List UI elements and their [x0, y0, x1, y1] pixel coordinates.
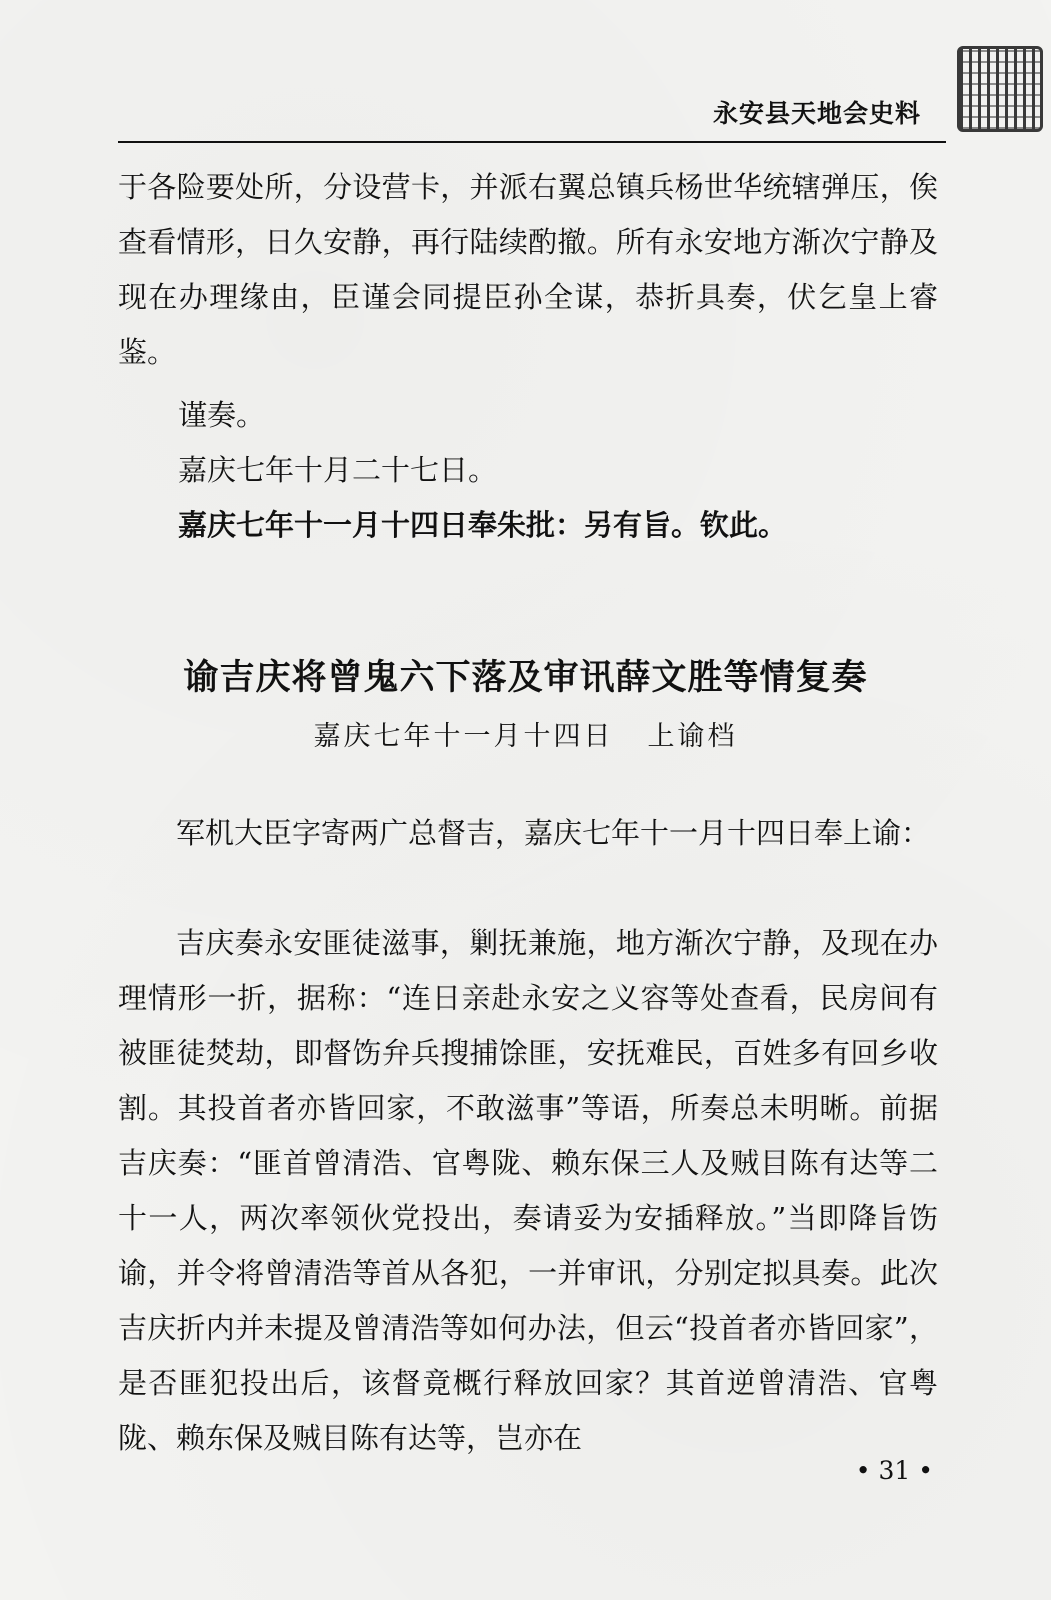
- edict-opening: 军机大臣字寄两广总督吉，嘉庆七年十一月十四日奉上谕：: [176, 816, 931, 850]
- running-header: 永安县天地会史料: [712, 99, 921, 128]
- imperial-rescript: 嘉庆七年十一月十四日奉朱批：另有旨。钦此。: [178, 508, 788, 542]
- page-number: • 31 •: [855, 1456, 933, 1485]
- seal-stamp: [957, 46, 1043, 132]
- section-source: 上谕档: [647, 721, 738, 752]
- closing-line: 谨奏。: [178, 398, 266, 432]
- memorial-date: 嘉庆七年十月二十七日。: [178, 453, 498, 487]
- section-title: 谕吉庆将曾鬼六下落及审讯薛文胜等情复奏: [183, 657, 868, 698]
- edict-paragraph: 吉庆奏永安匪徒滋事，剿抚兼施，地方渐次宁静，及现在办理情形一折，据称：“连日亲赴永安之义容等处查看，民房间有被匪徒焚劫，即督饬弁兵搜捕馀匪，安抚难民，百姓多有回乡收割。其投首者亦皆回家，不敢滋事”等语，所奏总未明晰。前据吉庆奏：“匪首曾清浩、官粤陇、赖东保三人及贼目陈有达等二十一人，两次率领伙党投出，奏请妥为安插释放。”当即降旨饬谕，并令将曾清浩等首从各犯，一并审讯，分别定拟具奏。此次吉庆折内并未提及曾清浩等如何办法，但云“投首者亦皆回家”，是否匪犯投出后，该督竟概行释放回家？其首逆曾清浩、官粤陇、赖东保及贼目陈有达等，岂亦在: [118, 926, 938, 1455]
- section-subtitle: [0, 714, 1051, 753]
- continuation-paragraph: 于各险要处所，分设营卡，并派右翼总镇兵杨世华统辖弹压，俟查看情形，日久安静，再行陆续酌撤。所有永安地方渐次宁静及现在办理缘由，臣谨会同提臣孙全谋，恭折具奏，伏乞皇上睿鉴。: [118, 170, 938, 369]
- header-divider: [118, 141, 946, 143]
- section-date: 嘉庆七年十一月十四日: [313, 721, 614, 752]
